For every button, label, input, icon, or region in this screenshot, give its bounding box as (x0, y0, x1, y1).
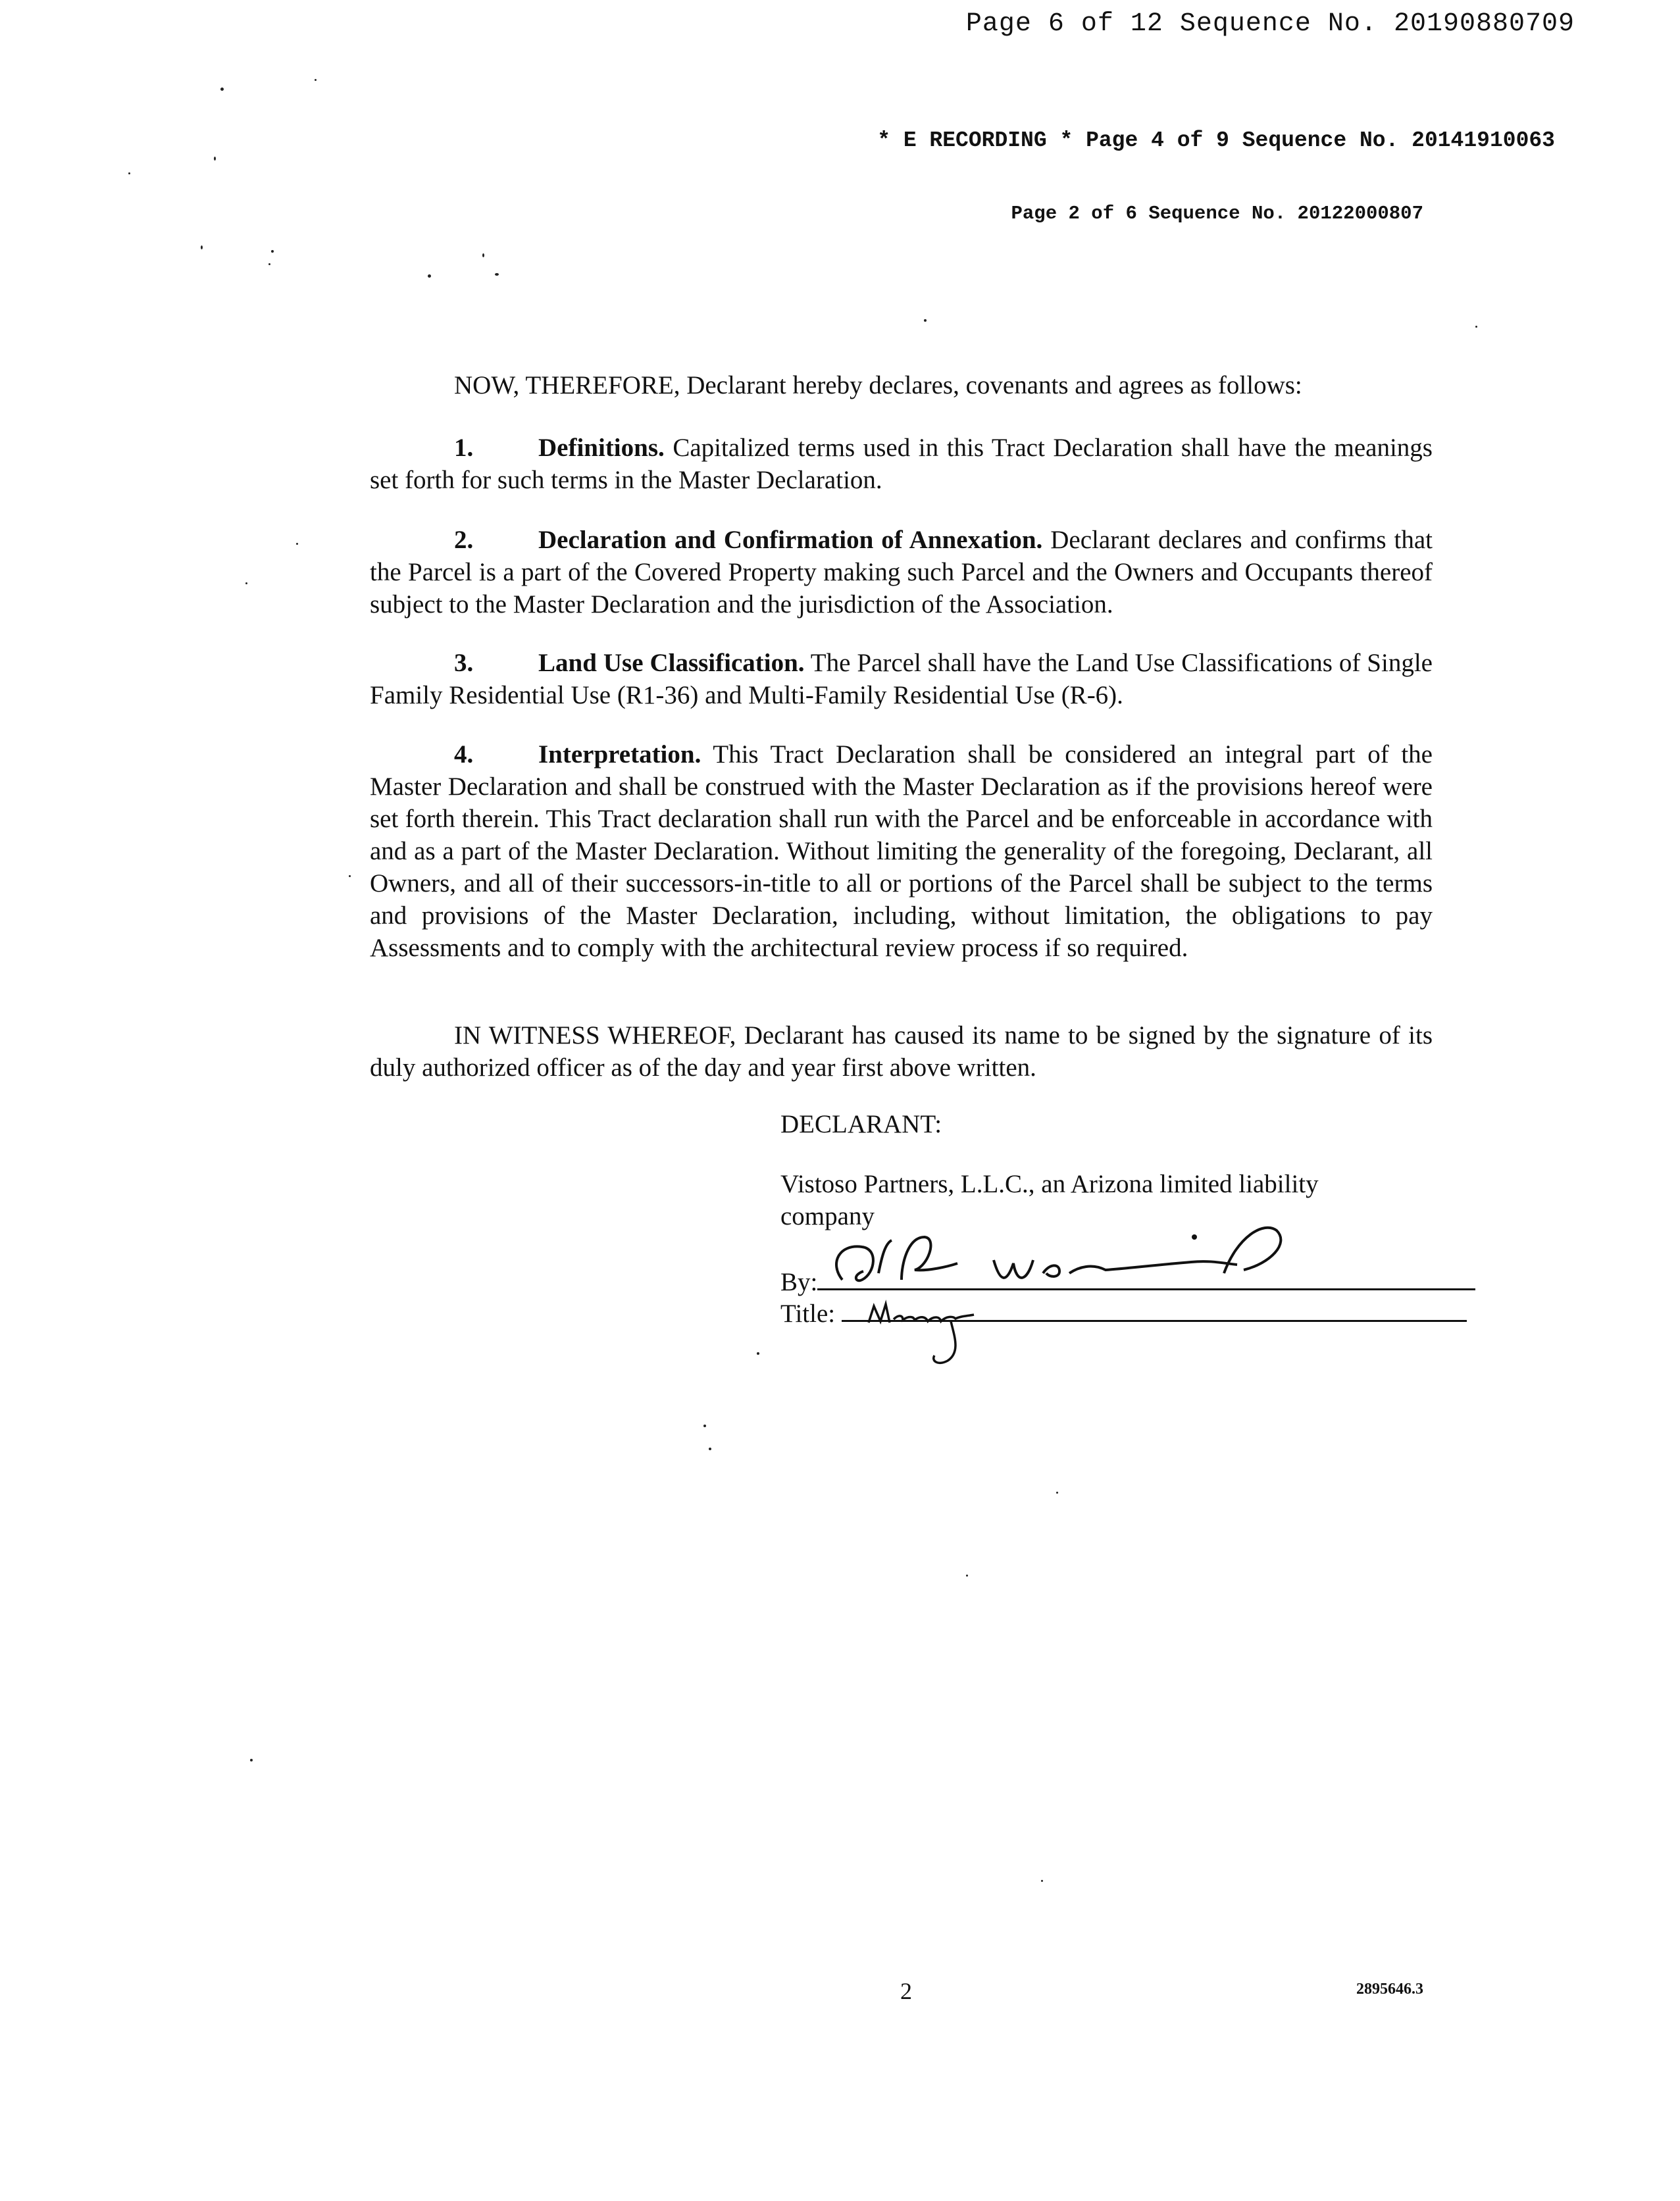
section-paragraph (370, 524, 1433, 620)
scan-speck (757, 1352, 759, 1355)
scan-speck (482, 253, 484, 257)
section-number: 4. (454, 740, 474, 769)
scan-speck (245, 582, 247, 584)
witness-block (370, 1019, 1433, 1084)
scan-speck (966, 1575, 968, 1577)
recording-stamp-tertiary: Page 2 of 6 Sequence No. 20122000807 (1011, 203, 1423, 224)
section-text: The Parcel shall have the Land Use Classifications of Single Family Residential Use (R1-36) and Multi-Family Residential Use (R-6). (370, 649, 1433, 709)
scan-speck (349, 875, 351, 877)
section-number: 3. (454, 649, 474, 677)
scan-speck (1475, 326, 1477, 328)
scan-speck (250, 1759, 253, 1761)
section-3 (370, 647, 1433, 711)
section-paragraph (370, 738, 1433, 964)
intro-paragraph: NOW, THEREFORE, Declarant hereby declares, covenants and agrees as follows: (454, 371, 1302, 399)
section-4 (370, 738, 1433, 964)
declarant-label: DECLARANT: (780, 1110, 942, 1138)
section-number: 2. (454, 526, 474, 554)
section-1 (370, 432, 1433, 496)
scan-speck (924, 319, 927, 322)
scan-speck (214, 157, 216, 161)
recording-stamp-primary: Page 6 of 12 Sequence No. 20190880709 (965, 9, 1575, 39)
scan-speck (1056, 1492, 1058, 1494)
page-number: 2 (900, 1978, 912, 2004)
handwritten-signature (816, 1211, 1303, 1296)
section-paragraph (370, 432, 1433, 496)
section-2 (370, 524, 1433, 620)
section-text: This Tract Declaration shall be considered an integral part of the Master Declaration and shall be construed with the Master Declaration as if the provisions hereof were set forth therein. This Tract declaration shall run with the Parcel and be enforceable in accordance with and as a part of the Master Declaration. Without limiting the generality of the foregoing, Declarant, all Owners, and all of their successors-in-title to all or portions of the Parcel shall be subject to the terms and provisions of the Master Declaration, including, without limitation, the obligations to pay Assessments and to comply with the architectural review process if so required. (370, 740, 1433, 962)
declarant-entity: Vistoso Partners, L.L.C., an Arizona limited liability company (780, 1170, 1319, 1230)
section-heading: Definitions. (538, 434, 665, 462)
scan-speck (296, 543, 298, 545)
scan-speck (271, 250, 274, 253)
scan-speck (495, 273, 499, 276)
document-body (370, 369, 1433, 401)
scan-speck (201, 245, 203, 249)
section-text: Declarant declares and confirms that the Parcel is a part of the Covered Property making such Parcel and the Owners and Occupants thereof subject to the Master Declaration and the jurisdiction of the Association. (370, 526, 1433, 619)
scan-speck (428, 274, 431, 278)
scan-speck (315, 79, 317, 81)
scan-speck (128, 172, 130, 174)
scan-speck (220, 88, 224, 91)
section-heading: Land Use Classification. (538, 649, 805, 677)
handwritten-title (862, 1296, 994, 1372)
scan-speck (268, 263, 270, 265)
section-number: 1. (454, 434, 474, 462)
section-heading: Interpretation. (538, 740, 701, 769)
section-heading: Declaration and Confirmation of Annexation. (538, 526, 1043, 554)
recording-stamp-secondary: * E RECORDING * Page 4 of 9 Sequence No. 20141910063 (877, 128, 1555, 153)
document-id: 2895646.3 (1356, 1981, 1423, 1998)
scan-speck (1041, 1880, 1043, 1882)
title-label: Title: (780, 1300, 836, 1328)
witness-paragraph: IN WITNESS WHEREOF, Declarant has caused its name to be signed by the signature of its duly authorized officer as of the day and year first above written. (370, 1021, 1433, 1082)
section-paragraph (370, 647, 1433, 711)
scan-speck (703, 1425, 706, 1427)
scan-speck (709, 1448, 711, 1450)
section-text: Capitalized terms used in this Tract Declaration shall have the meanings set forth for such terms in the Master Declaration. (370, 434, 1433, 494)
by-label: By: (780, 1268, 818, 1296)
